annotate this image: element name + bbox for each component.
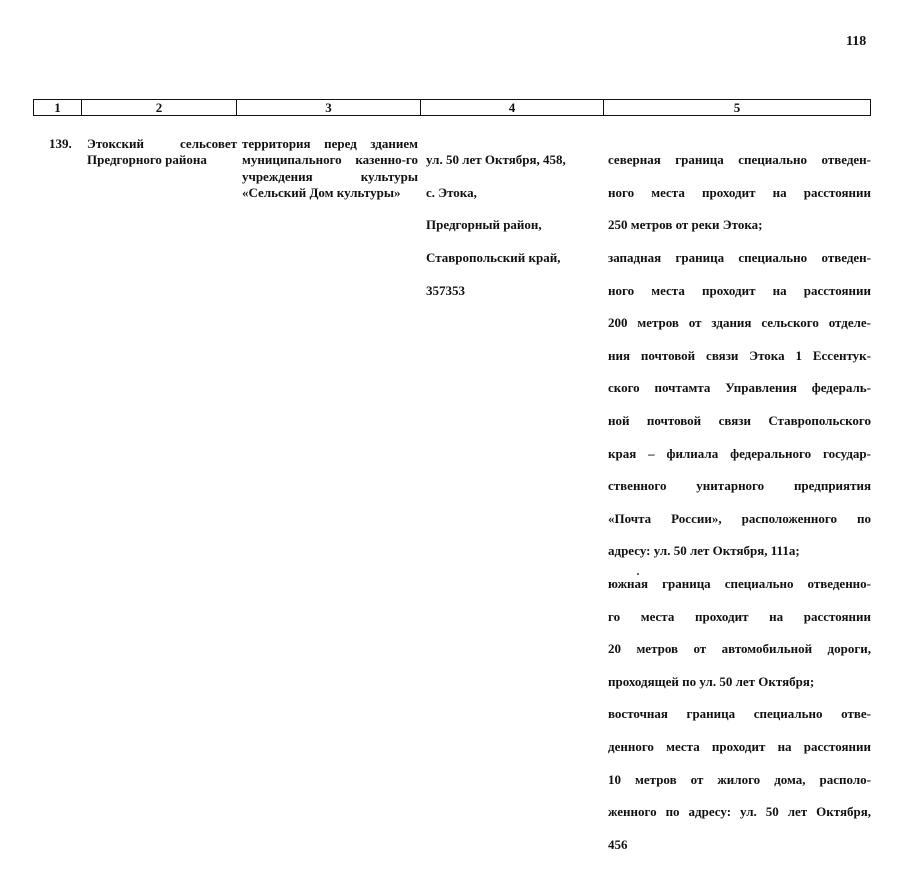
boundary-line: го места проходит на расстоянии	[608, 608, 871, 624]
boundary-line: ственного унитарного предприятия	[608, 478, 871, 494]
header-col-1: 1	[34, 100, 82, 116]
address-line: 357353	[426, 282, 465, 298]
boundary-line: 200 метров от здания сельского отделе-	[608, 315, 871, 331]
header-col-2: 2	[82, 100, 237, 116]
boundary-line: 250 метров от реки Этока;	[608, 217, 763, 233]
boundary-line: женного по адресу: ул. 50 лет Октября,	[608, 804, 871, 820]
boundary-line: ского почтамта Управления федераль-	[608, 380, 871, 396]
boundary-line: края – филиала федерального государ-	[608, 445, 871, 461]
territory-cell: территория перед зданием муниципального казенно-го учреждения культуры «Сельский Дом культуры»	[242, 136, 418, 200]
table-header	[33, 99, 871, 116]
boundary-line: проходящей по ул. 50 лет Октября;	[608, 673, 815, 689]
header-col-4: 4	[421, 100, 604, 116]
boundary-line: 10 метров от жилого дома, располо-	[608, 771, 871, 787]
header-col-5: 5	[604, 100, 871, 116]
header-row	[34, 100, 871, 116]
address-line: Ставропольский край,	[426, 250, 561, 266]
address-line: с. Этока,	[426, 184, 477, 200]
boundary-line: восточная граница специально отве-	[608, 706, 871, 722]
address-cell	[426, 136, 602, 315]
boundary-line: северная граница специально отведен-	[608, 152, 871, 168]
row-number: 139.	[49, 136, 72, 151]
page-number: 118	[846, 34, 867, 49]
boundary-line: 456	[608, 836, 628, 852]
boundary-line: денного места проходит на расстоянии	[608, 738, 871, 754]
municipality-cell: Этокский сельсовет Предгорного района	[87, 136, 237, 168]
boundary-line: адресу: ул. 50 лет Октября, 111а;	[608, 543, 800, 559]
boundary-line: южная граница специально отведенно-	[608, 576, 871, 592]
boundary-line: ного места проходит на расстоянии	[608, 282, 871, 298]
stray-dot	[637, 573, 639, 575]
boundary-line: «Почта России», расположенного по	[608, 510, 871, 526]
boundary-line: 20 метров от автомобильной дороги,	[608, 641, 871, 657]
boundary-line: ного места проходит на расстоянии	[608, 184, 871, 200]
boundary-line: ной почтовой связи Ставропольского	[608, 413, 871, 429]
boundary-line: ния почтовой связи Этока 1 Ессентук-	[608, 347, 871, 363]
boundaries-cell	[608, 136, 871, 869]
address-line: Предгорный район,	[426, 217, 542, 233]
boundary-line: западная граница специально отведен-	[608, 250, 871, 266]
header-col-3: 3	[237, 100, 421, 116]
address-line: ул. 50 лет Октября, 458,	[426, 152, 566, 168]
